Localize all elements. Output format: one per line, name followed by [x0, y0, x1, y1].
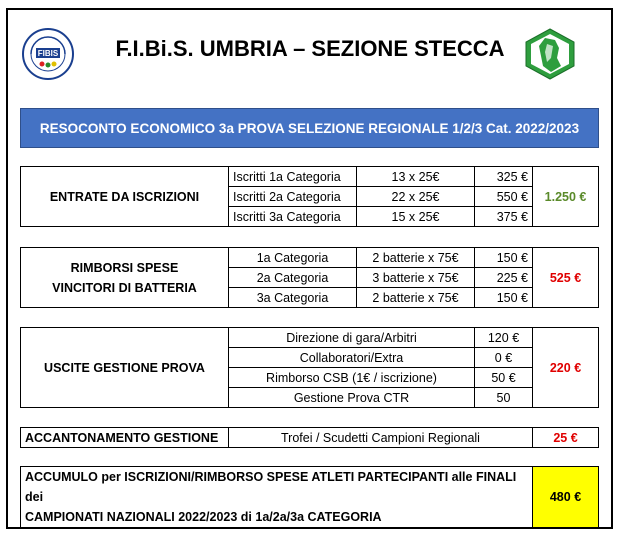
table-row — [21, 428, 599, 448]
uscite-desc: Direzione di gara/Arbitri — [229, 328, 475, 348]
entrate-desc: Iscritti 3a Categoria — [229, 207, 357, 227]
rimborsi-amount: 150 € — [475, 248, 533, 268]
uscite-label: USCITE GESTIONE PROVA — [21, 328, 229, 408]
accantonamento-label: ACCANTONAMENTO GESTIONE — [21, 428, 229, 448]
rimborsi-desc: 2a Categoria — [229, 268, 357, 288]
entrate-calc: 13 x 25€ — [357, 167, 475, 187]
accumulo-line1: ACCUMULO per ISCRIZIONI/RIMBORSO SPESE ATLETI PARTECIPANTI alle FINALI dei — [25, 470, 517, 504]
entrate-amount: 325 € — [475, 167, 533, 187]
rimborsi-table — [20, 247, 599, 308]
entrate-calc: 15 x 25€ — [357, 207, 475, 227]
page-title: F.I.Bi.S. UMBRIA – SEZIONE STECCA — [115, 36, 505, 61]
accumulo-table — [20, 466, 599, 528]
rimborsi-desc: 3a Categoria — [229, 288, 357, 308]
rimborsi-total: 525 € — [533, 248, 599, 308]
rimborsi-calc: 2 batterie x 75€ — [357, 288, 475, 308]
table-row — [21, 467, 599, 528]
entrate-desc: Iscritti 1a Categoria — [229, 167, 357, 187]
entrate-table — [20, 166, 599, 227]
fibis-logo-text: FIBIS — [37, 49, 59, 58]
entrate-total: 1.250 € — [533, 167, 599, 227]
report-banner: RESOCONTO ECONOMICO 3a PROVA SELEZIONE REGIONALE 1/2/3 Cat. 2022/2023 — [20, 108, 599, 148]
table-row — [21, 328, 599, 348]
uscite-desc: Collaboratori/Extra — [229, 348, 475, 368]
uscite-total: 220 € — [533, 328, 599, 408]
entrate-amount: 550 € — [475, 187, 533, 207]
uscite-amount: 50 € — [475, 368, 533, 388]
accantonamento-table — [20, 427, 599, 448]
uscite-table — [20, 327, 599, 408]
accantonamento-desc: Trofei / Scudetti Campioni Regionali — [229, 428, 533, 448]
uscite-amount: 0 € — [475, 348, 533, 368]
uscite-amount: 120 € — [475, 328, 533, 348]
table-row — [21, 167, 599, 187]
uscite-desc: Gestione Prova CTR — [229, 388, 475, 408]
rimborsi-amount: 225 € — [475, 268, 533, 288]
rimborsi-desc: 1a Categoria — [229, 248, 357, 268]
rimborsi-calc: 2 batterie x 75€ — [357, 248, 475, 268]
entrate-calc: 22 x 25€ — [357, 187, 475, 207]
table-row — [21, 248, 599, 268]
entrate-amount: 375 € — [475, 207, 533, 227]
accumulo-amount: 480 € — [533, 467, 599, 528]
rimborsi-label-line1: RIMBORSI SPESE — [70, 260, 179, 275]
accumulo-line2: CAMPIONATI NAZIONALI 2022/2023 di 1a/2a/3a CATEGORIA — [25, 510, 382, 524]
entrate-desc: Iscritti 2a Categoria — [229, 187, 357, 207]
rimborsi-label-line2: VINCITORI DI BATTERIA — [52, 280, 197, 295]
uscite-desc: Rimborso CSB (1€ / iscrizione) — [229, 368, 475, 388]
rimborsi-calc: 3 batterie x 75€ — [357, 268, 475, 288]
entrate-label: ENTRATE DA ISCRIZIONI — [21, 167, 229, 227]
accantonamento-amount: 25 € — [533, 428, 599, 448]
accumulo-label — [21, 467, 533, 528]
rimborsi-amount: 150 € — [475, 288, 533, 308]
uscite-amount: 50 — [475, 388, 533, 408]
rimborsi-label — [21, 248, 229, 308]
